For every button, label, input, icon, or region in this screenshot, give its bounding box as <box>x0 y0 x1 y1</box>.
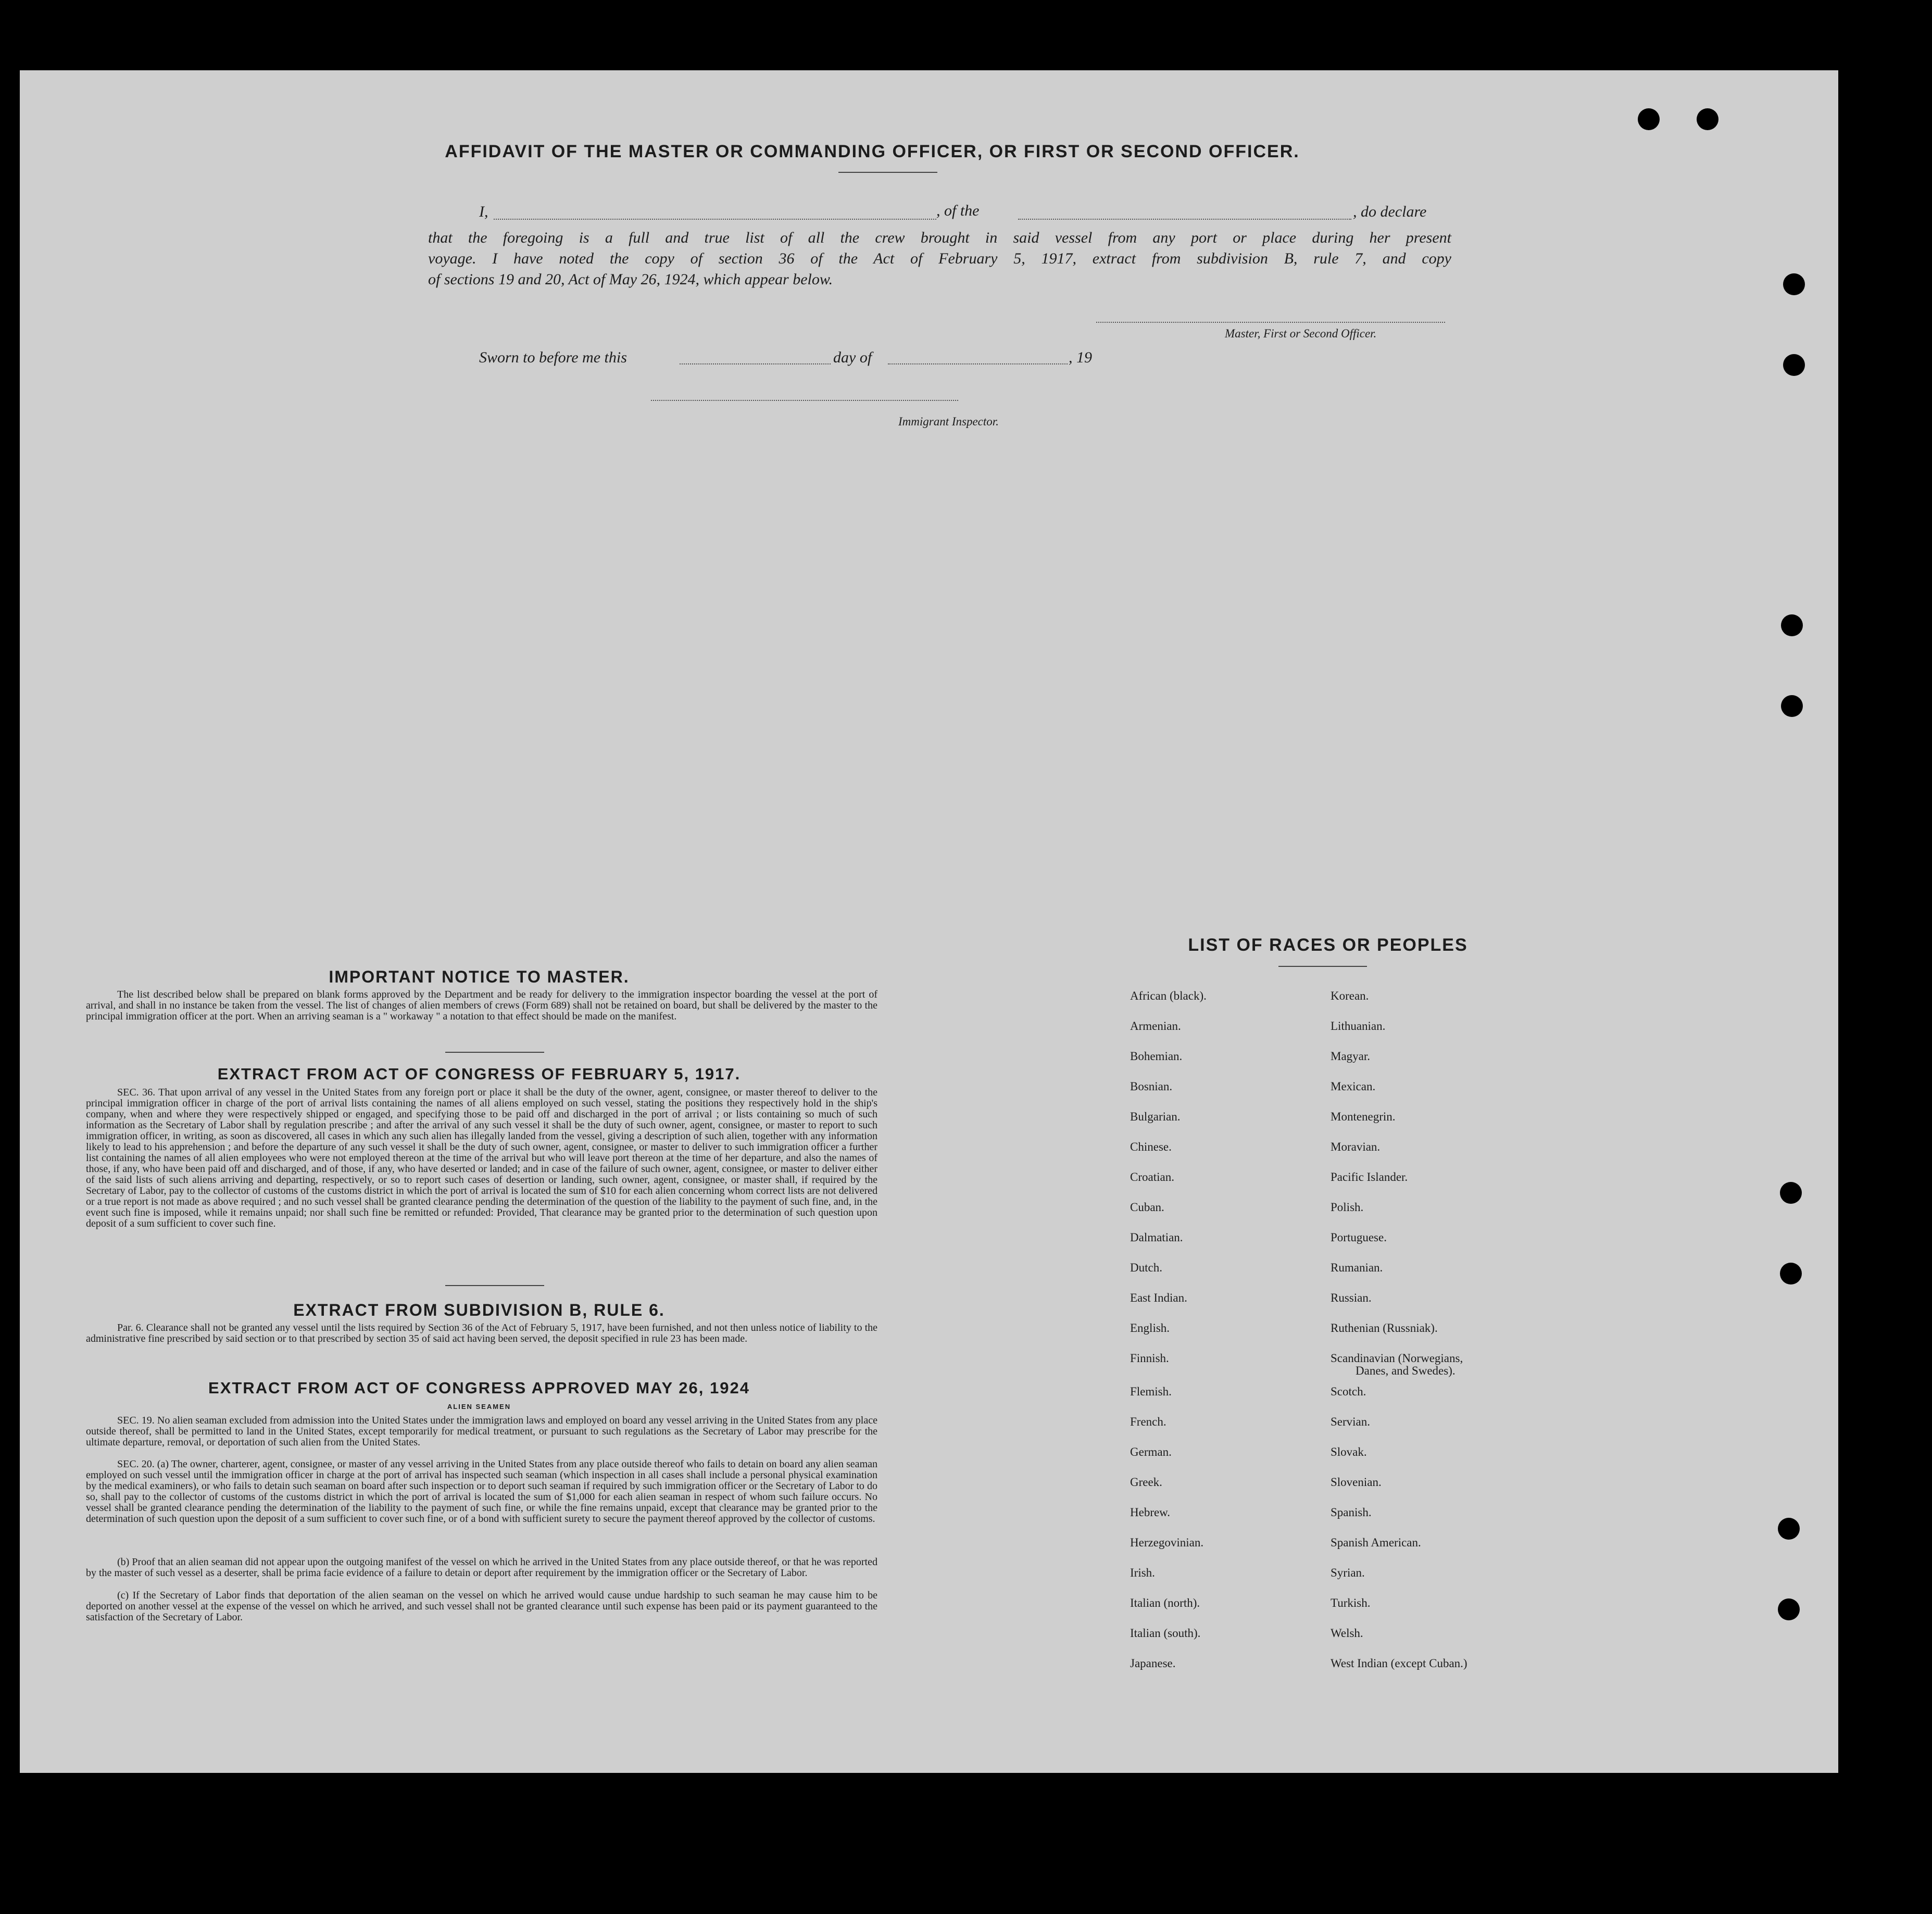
race-item: West Indian (except Cuban.) <box>1331 1657 1467 1670</box>
notice-body: The list described below shall be prepared on blank forms approved by the Department and be ready for delivery to the immigration inspector boarding the vessel at the port of arrival, and shall in no instance be taken from the vessel. The list of changes of alien members of crews (Form 689) shall not be retained on board, but shall be delivered by the master to the principal immigration officer at the port. When an arriving seaman is a " workaway " a notation to that effect should be made on the manifest. <box>86 989 877 1022</box>
divider <box>838 172 937 173</box>
name-blank[interactable] <box>494 219 936 220</box>
affidavit-title: AFFIDAVIT OF THE MASTER OR COMMANDING OFFICER, OR FIRST OR SECOND OFFICER. <box>445 142 1300 161</box>
rule-6-title: EXTRACT FROM SUBDIVISION B, RULE 6. <box>293 1301 665 1319</box>
race-item: Hebrew. <box>1130 1506 1171 1519</box>
race-item: Cuban. <box>1130 1201 1164 1214</box>
of-the-label: , of the <box>936 202 980 219</box>
race-item: Irish. <box>1130 1566 1155 1579</box>
master-signature-label: Master, First or Second Officer. <box>1225 327 1377 340</box>
races-title: LIST OF RACES OR PEOPLES <box>1188 935 1468 955</box>
punch-hole <box>1780 1263 1802 1285</box>
race-item: Moravian. <box>1331 1140 1381 1153</box>
race-item: Scotch. <box>1331 1385 1366 1398</box>
race-item: Bulgarian. <box>1130 1110 1181 1123</box>
punch-hole <box>1697 108 1718 130</box>
race-item: Ruthenian (Russniak). <box>1331 1321 1438 1334</box>
race-item: Danes, and Swedes). <box>1356 1364 1456 1377</box>
race-item: Welsh. <box>1331 1627 1363 1640</box>
year-label: , 19 <box>1069 349 1092 366</box>
vessel-blank[interactable] <box>1018 219 1351 220</box>
punch-hole <box>1780 1182 1802 1204</box>
race-item: Lithuanian. <box>1331 1019 1386 1032</box>
rule-6-body: Par. 6. Clearance shall not be granted any vessel until the lists required by Section 36 of the Act of February 5, 1917, have been furnished, and not then unless notice of liability to the administrative fine prescribed by said section or to that prescribed by section 35 of said act having been served, the deposit specified in rule 23 has been made. <box>86 1322 877 1344</box>
race-item: Flemish. <box>1130 1385 1172 1398</box>
race-item: Herzegovinian. <box>1130 1536 1204 1549</box>
punch-hole <box>1783 273 1805 295</box>
extract-1924-sec-20c: (c) If the Secretary of Labor finds that deportation of the alien seaman on the vessel on which he arrived would cause undue hardship to such seaman he may cause him to be deported on another vessel at the expense of the vessel on which he arrived, and such vessel shall not be granted clearance until such expense has been paid or its payment guaranteed to the satisfaction of the Secretary of Labor. <box>86 1590 877 1623</box>
do-declare-label: , do declare <box>1353 203 1427 220</box>
day-blank[interactable] <box>680 363 831 364</box>
day-of-label: day of <box>833 349 872 366</box>
race-item: German. <box>1130 1445 1172 1458</box>
affidavit-line-2: voyage. I have noted the copy of section 36 of the Act of February 5, 1917, extract from subdivision B, rule 7, and copy <box>428 250 1451 267</box>
punch-hole <box>1778 1598 1800 1620</box>
race-item: Bosnian. <box>1130 1080 1173 1093</box>
race-item: Syrian. <box>1331 1566 1365 1579</box>
race-item: Korean. <box>1331 989 1369 1002</box>
race-item: Magyar. <box>1331 1050 1371 1063</box>
race-item: Scandinavian (Norwegians, <box>1331 1352 1463 1365</box>
month-blank[interactable] <box>888 363 1068 364</box>
race-item: Rumanian. <box>1331 1261 1383 1274</box>
affidavit-i-label: I, <box>479 203 488 220</box>
inspector-label: Immigrant Inspector. <box>898 415 999 428</box>
race-item: East Indian. <box>1130 1291 1187 1304</box>
race-item: Croatian. <box>1130 1170 1174 1183</box>
race-item: Montenegrin. <box>1331 1110 1396 1123</box>
extract-1924-title: EXTRACT FROM ACT OF CONGRESS APPROVED MAY 26, 1924 <box>208 1379 750 1397</box>
race-item: Italian (south). <box>1130 1627 1201 1640</box>
race-item: Armenian. <box>1130 1019 1181 1032</box>
divider <box>445 1285 544 1286</box>
notice-title: IMPORTANT NOTICE TO MASTER. <box>329 967 630 986</box>
divider <box>1278 966 1367 967</box>
race-item: Slovak. <box>1331 1445 1367 1458</box>
extract-1924-sec-19: SEC. 19. No alien seaman excluded from admission into the United States under the immigration laws and employed on board any vessel arriving in the United States from any place outside thereof, shall be permitted to land in the United States, except temporarily for medical treatment, or pursuant to such regulations as the Secretary of Labor may prescribe for the ultimate departure, removal, or deportation of such alien from the United States. <box>86 1415 877 1448</box>
punch-hole <box>1783 354 1805 376</box>
race-item: French. <box>1130 1415 1166 1428</box>
race-item: English. <box>1130 1321 1170 1334</box>
race-item: Italian (north). <box>1130 1596 1200 1609</box>
race-item: Polish. <box>1331 1201 1364 1214</box>
affidavit-line-3: of sections 19 and 20, Act of May 26, 1924, which appear below. <box>428 271 833 288</box>
race-item: Spanish. <box>1331 1506 1372 1519</box>
extract-1917-title: EXTRACT FROM ACT OF CONGRESS OF FEBRUARY 5, 1917. <box>217 1065 741 1083</box>
extract-1917-body: SEC. 36. That upon arrival of any vessel in the United States from any foreign port or place it shall be the duty of the owner, agent, consignee, or master thereof to deliver to the principal immigration officer in charge of the port of arrival lists containing the names of all aliens employed on such vessel, stating the positions they respectively hold in the ship's company, when and where they were respectively shipped or engaged, and specifying those to be paid off and discharged in the port of arrival ; or lists containing so much of such information as the Secretary of Labor shall by regulation prescribe ; and after the arrival of any such vessel it shall be the duty of such owner, agent, consignee, or master to report to such immigration officer, in writing, as soon as discovered, all cases in which any such alien has illegally landed from the vessel, giving a description of such alien, together with any information likely to lead to his apprehension ; and before the departure of any such vessel it shall be the duty of such owner, agent, consignee, or master to deliver to such immigration officer a further list containing the names of all alien employees who were not employed thereon at the time of the arrival but who will leave port thereon at the time of her departure, and also the names of those, if any, who have been paid off and discharged, and of those, if any, who have deserted or landed; and in case of the failure of such owner, agent, consignee, or master to deliver either of the said lists of such aliens arriving and departing, respectively, or so to report such cases of desertion or landing, such owner, agent, consignee, or master shall, if required by the Secretary of Labor, pay to the collector of customs of the customs district in which the port of arrival is located the sum of $10 for each alien concerning whom correct lists are not delivered or a true report is not made as above required ; and no such vessel shall be granted clearance pending the determination of the question of the liability to the payment of such fine, and, in the event such fine is imposed, while it remains unpaid; nor shall such fine be remitted or refunded: Provided, That clearance may be granted prior to the determination of such question upon deposit of a sum sufficient to cover such fine. <box>86 1087 877 1229</box>
race-item: Spanish American. <box>1331 1536 1421 1549</box>
punch-hole <box>1781 614 1803 636</box>
punch-hole <box>1778 1518 1800 1540</box>
race-item: Chinese. <box>1130 1140 1172 1153</box>
race-item: Pacific Islander. <box>1331 1170 1408 1183</box>
inspector-signature-line[interactable] <box>651 400 958 401</box>
race-item: Servian. <box>1331 1415 1371 1428</box>
extract-1924-sec-20b: (b) Proof that an alien seaman did not appear upon the outgoing manifest of the vessel on which he arrived in the United States from any place outside thereof, or that he was reported by the master of such vessel as a deserter, shall be prima facie evidence of a failure to detain or deport after requirement by the immigration officer or the Secretary of Labor. <box>86 1556 877 1579</box>
race-item: Russian. <box>1331 1291 1372 1304</box>
race-item: Greek. <box>1130 1476 1162 1489</box>
sworn-prefix: Sworn to before me this <box>479 349 627 366</box>
master-signature-line[interactable] <box>1096 322 1445 323</box>
race-item: Dutch. <box>1130 1261 1162 1274</box>
race-item: Slovenian. <box>1331 1476 1382 1489</box>
race-item: Bohemian. <box>1130 1050 1183 1063</box>
race-item: Dalmatian. <box>1130 1231 1183 1244</box>
punch-hole <box>1638 108 1660 130</box>
race-item: Turkish. <box>1331 1596 1371 1609</box>
affidavit-line-1: that the foregoing is a full and true list of all the crew brought in said vessel from any port or place during her present <box>428 229 1451 246</box>
race-item: Finnish. <box>1130 1352 1169 1365</box>
divider <box>445 1052 544 1053</box>
race-item: Japanese. <box>1130 1657 1176 1670</box>
race-item: Portuguese. <box>1331 1231 1387 1244</box>
race-item: Mexican. <box>1331 1080 1376 1093</box>
extract-1924-subtitle: ALIEN SEAMEN <box>447 1403 511 1411</box>
punch-hole <box>1781 695 1803 717</box>
race-item: African (black). <box>1130 989 1207 1002</box>
extract-1924-sec-20a: SEC. 20. (a) The owner, charterer, agent, consignee, or master of any vessel arriving in the United States from any place outside thereof who fails to detain on board any alien seaman employed on such vessel until the immigration officer in charge at the port of arrival has inspected such seaman (which inspection in all cases shall include a personal physical examination by the medical examiners), or who fails to detain such seaman on board after such inspection or to deport such seaman if required by such immigration officer or the Secretary of Labor to do so, shall pay to the collector of customs of the customs district in which the port of arrival is located the sum of $1,000 for each alien seaman in respect of whom such failure occurs. No vessel shall be granted clearance pending the determination of the liability to the payment of such fine, or while the fine remains unpaid, except that clearance may be granted prior to the determination of such question upon the deposit of a sum sufficient to cover such fine, or of a bond with sufficient surety to secure the payment thereof approved by the collector of customs. <box>86 1458 877 1525</box>
